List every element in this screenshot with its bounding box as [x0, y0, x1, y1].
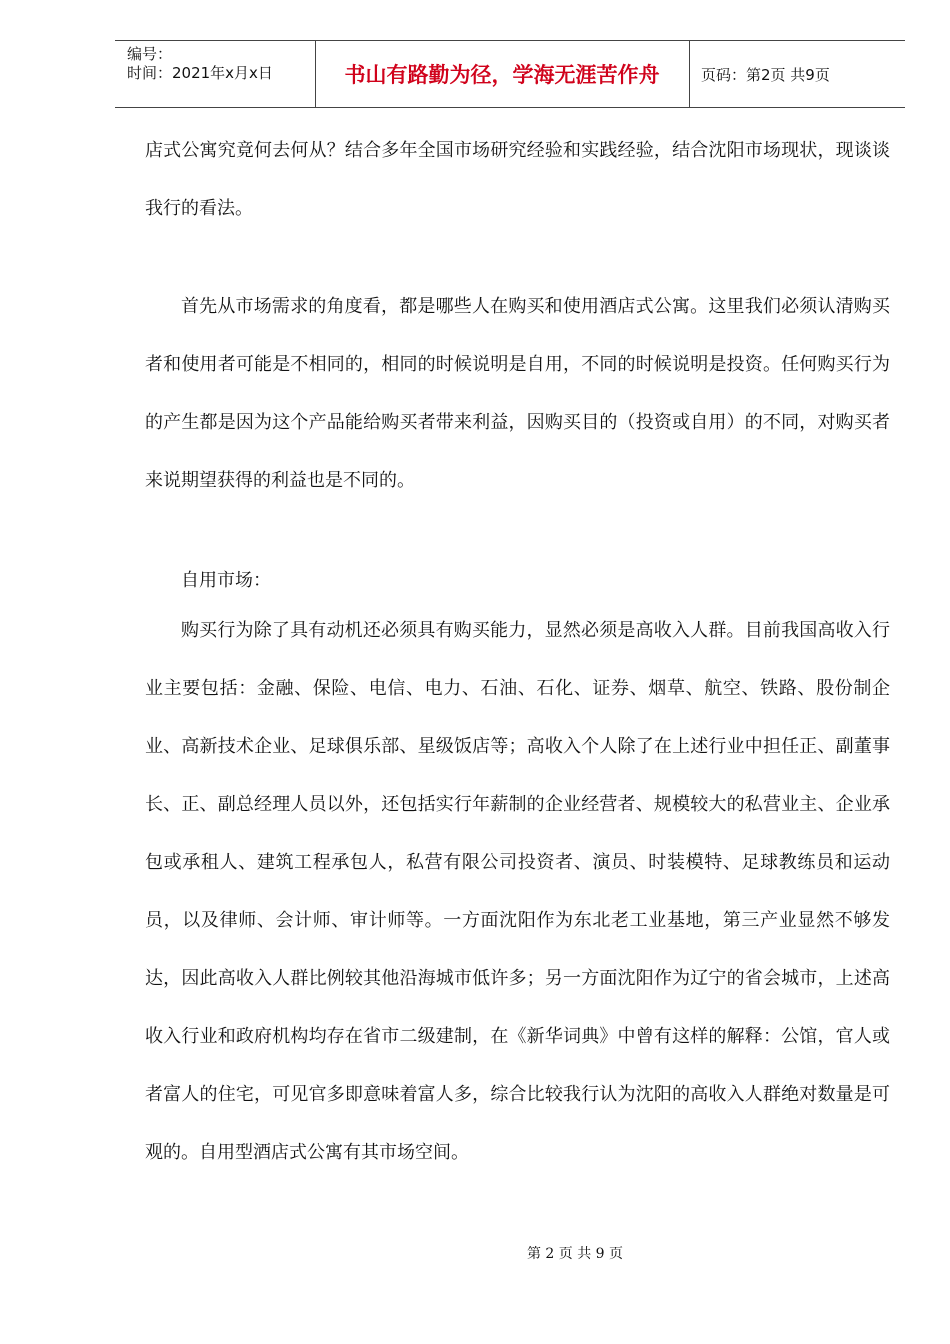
page-header [115, 40, 905, 108]
header-page-cell [689, 41, 905, 107]
header-motto-cell [315, 41, 690, 107]
header-page-number: 页码：第2页 共9页 [701, 66, 830, 84]
body-paragraph-2: 首先从市场需求的角度看，都是哪些人在购买和使用酒店式公寓。这里我们必须认清购买者和使用者可能是不相同的，相同的时候说明是自用，不同的时候说明是投资。任何购买行为的产生都是因为这个产品能给购买者带来利益，因购买目的（投资或自用）的不同，对购买者来说期望获得的利益也是不同的。 [145, 296, 890, 491]
body-paragraph-3: 购买行为除了具有动机还必须具有购买能力，显然必须是高收入人群。目前我国高收入行业主要包括：金融、保险、电信、电力、石油、石化、证券、烟草、航空、铁路、股份制企业、高新技术企业、足球俱乐部、星级饭店等；高收入个人除了在上述行业中担任正、副董事长、正、副总经理人员以外，还包括实行年薪制的企业经营者、规模较大的私营业主、企业承包或承租人、建筑工程承包人，私营有限公司投资者、演员、时装模特、足球教练员和运动员，以及律师、会计师、审计师等。一方面沈阳作为东北老工业基地，第三产业显然不够发达，因此高收入人群比例较其他沿海城市低许多；另一方面沈阳作为辽宁的省会城市，上述高收入行业和政府机构均存在省市二级建制，在《新华词典》中曾有这样的解释：公馆，官人或者富人的住宅，可见官多即意味着富人多，综合比较我行认为沈阳的高收入人群绝对数量是可观的。自用型酒店式公寓有其市场空间。 [145, 620, 890, 1163]
section-heading-self-use: 自用市场： [181, 570, 271, 591]
number-label: 编号： [127, 45, 173, 63]
page-footer: 第 2 页 共 9 页 [526, 1246, 624, 1262]
time-label: 时间：2021年x月x日 [127, 64, 273, 82]
header-info-cell [115, 41, 316, 107]
body-paragraph-1: 店式公寓究竟何去何从？结合多年全国市场研究经验和实践经验，结合沈阳市场现状，现谈谈我行的看法。 [145, 140, 890, 219]
header-motto: 书山有路勤为径，学海无涯苦作舟 [344, 63, 660, 87]
